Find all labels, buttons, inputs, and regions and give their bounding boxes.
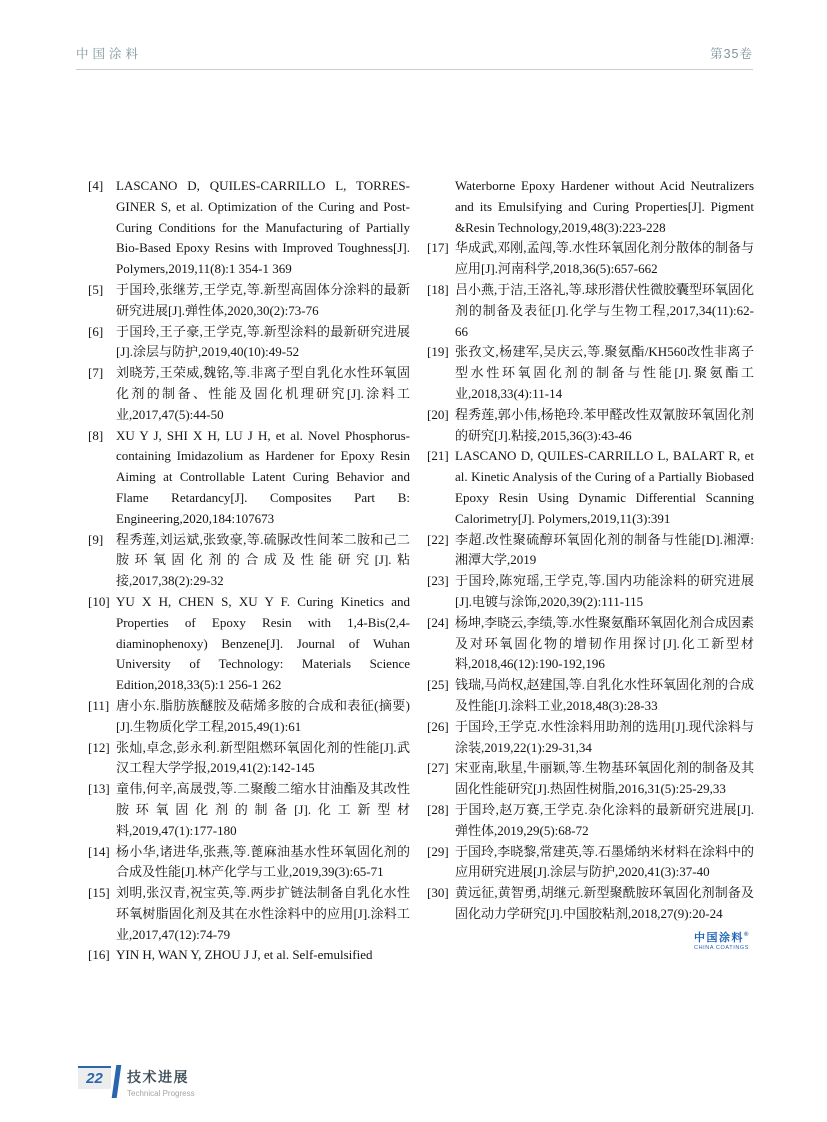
reference-item — [88, 696, 410, 738]
reference-item — [88, 176, 410, 280]
reference-text: 于国玲,赵万赛,王学克.杂化涂料的最新研究进展[J].弹性体,2019,29(5):68-72 — [455, 801, 754, 838]
reference-text: YIN H, WAN Y, ZHOU J J, et al. Self-emulsified — [116, 947, 373, 963]
reference-item — [427, 530, 754, 572]
reference-text: Waterborne Epoxy Hardener without Acid Neutralizers and its Emulsifying and Curing Properties[J]. Pigment &Resin Technology,2019,48(3):223-228 — [455, 178, 754, 235]
reference-number: [4] — [88, 178, 104, 193]
reference-text: 吕小燕,于洁,王洛礼,等.球形潜伏性微胶囊型环氧固化剂的制备及表征[J].化学与生物工程,2017,34(11):62-66 — [455, 281, 755, 339]
reference-number: [18] — [427, 281, 449, 297]
reference-number: [24] — [427, 614, 449, 630]
reference-number: [7] — [88, 365, 104, 381]
reference-number: [14] — [88, 843, 110, 859]
reference-item — [427, 280, 754, 342]
reference-text: 钱瑞,马尚权,赵建国,等.自乳化水性环氧固化剂的合成及性能[J].涂料工业,2018,48(3):28-33 — [455, 677, 755, 713]
reference-text: 程秀莲,郭小伟,杨艳玲.苯甲醛改性双氰胺环氧固化剂的研究[J].粘接,2015,36(3):43-46 — [455, 406, 754, 443]
reference-item — [427, 342, 754, 404]
journal-name: 中国涂料 — [76, 47, 143, 61]
references-section — [88, 176, 754, 966]
footer-section — [127, 1067, 195, 1098]
reference-item — [88, 363, 410, 425]
reference-item — [88, 426, 410, 530]
reference-item — [427, 446, 754, 529]
reference-number: [16] — [88, 947, 110, 963]
reference-text: 于国玲,张继芳,王学克,等.新型高固体分涂料的最新研究进展[J].弹性体,2020,30(2):73-76 — [116, 281, 410, 318]
reference-text: 程秀莲,刘运斌,张致豪,等.硫脲改性间苯二胺和己二胺环氧固化剂的合成及性能研究[J].粘接,2017,38(2):29-32 — [116, 531, 410, 589]
reference-item — [88, 842, 410, 884]
reference-item — [427, 800, 754, 842]
reference-item — [88, 530, 410, 592]
reference-number: [22] — [427, 531, 449, 547]
page-footer — [78, 1061, 195, 1098]
section-title: 技术进展 — [127, 1069, 189, 1085]
reference-item — [427, 883, 754, 925]
reference-item — [88, 779, 410, 841]
reference-item — [88, 883, 410, 945]
reference-text: 童伟,何辛,高晟弢,等.二聚酸二缩水甘油酯及其改性胺环氧固化剂的制备[J].化工新型材料,2019,47(1):177-180 — [116, 781, 410, 838]
volume-label: 第35卷 — [710, 47, 753, 61]
reference-text: 黄远征,黄智勇,胡继元.新型聚酰胺环氧固化剂制备及固化动力学研究[J].中国胶粘剂,2018,27(9):20-24 — [455, 885, 754, 921]
page-number: 22 — [86, 1070, 103, 1087]
reference-text: 于国玲,王学克.水性涂料用助剂的选用[J].现代涂料与涂装,2019,22(1):29-31,34 — [455, 718, 754, 755]
reference-text: 刘明,张汉青,祝宝英,等.两步扩链法制备自乳化水性环氧树脂固化剂及其在水性涂料中的应用[J].涂料工业,2017,47(12):74-79 — [116, 885, 410, 942]
reference-text: 刘晓芳,王荣威,魏铭,等.非离子型自乳化水性环氧固化剂的制备、性能及固化机理研究[J].涂料工业,2017,47(5):44-50 — [116, 365, 410, 422]
reference-number: [21] — [427, 448, 449, 464]
reference-number: [15] — [88, 885, 110, 901]
reference-text: YU X H, CHEN S, XU Y F. Curing Kinetics and Properties of Epoxy Resin with 1,4-Bis(2,4-diaminophenoxy) Benzene[J]. Journal of Wuhan University of Technology: Materials Science Edition,2018,33(5):1 256-1 262 — [116, 593, 410, 693]
reference-item — [88, 280, 410, 322]
reference-number: [6] — [88, 323, 104, 339]
reference-item — [427, 717, 754, 759]
reference-number: [8] — [88, 427, 104, 443]
reference-item — [88, 945, 410, 966]
references-column-left — [88, 176, 410, 966]
reference-number: [10] — [88, 593, 110, 609]
reference-text: 杨小华,诸进华,张燕,等.蓖麻油基水性环氧固化剂的合成及性能[J].林产化学与工业,2019,39(3):65-71 — [116, 843, 410, 880]
reference-number: [29] — [427, 843, 449, 859]
reference-text: 张孜文,杨建军,吴庆云,等.聚氨酯/KH560改性非离子型水性环氧固化剂的制备与性能[J].聚氨酯工业,2018,33(4):11-14 — [455, 344, 754, 401]
reference-text: 唐小东.脂肪族醚胺及萜烯多胺的合成和表征(摘要)[J].生物质化学工程,2015,49(1):61 — [116, 697, 410, 734]
reference-number: [25] — [427, 677, 449, 693]
reference-text: 于国玲,王子豪,王学克,等.新型涂料的最新研究进展[J].涂层与防护,2019,40(10):49-52 — [116, 323, 410, 360]
reference-number: [17] — [427, 240, 449, 256]
reference-number: [23] — [427, 573, 449, 589]
reference-number: [11] — [88, 697, 110, 713]
reference-number: [28] — [427, 801, 449, 817]
section-subtitle: Technical Progress — [127, 1089, 195, 1098]
references-column-right — [427, 176, 754, 966]
footer-accent-bar — [112, 1065, 122, 1098]
reference-number: [12] — [88, 739, 110, 755]
reference-text: 张灿,卓念,彭永利.新型阻燃环氧固化剂的性能[J].武汉工程大学学报,2019,41(2):142-145 — [116, 739, 410, 776]
reference-item — [427, 758, 754, 800]
reference-item — [427, 613, 754, 675]
reference-text: 李超.改性聚硫醇环氧固化剂的制备与性能[D].湘潭:湘潭大学,2019 — [455, 531, 754, 568]
reference-text: 宋亚南,耿星,牛丽颖,等.生物基环氧固化剂的制备及其固化性能研究[J].热固性树脂,2016,31(5):25-29,33 — [455, 760, 755, 797]
reference-number: [5] — [88, 281, 104, 297]
reference-item — [427, 842, 754, 884]
reference-number: [20] — [427, 406, 449, 422]
reference-item — [427, 176, 754, 238]
page-number-badge — [78, 1066, 111, 1089]
reference-text: 于国玲,李晓黎,常建英,等.石墨烯纳米材料在涂料中的应用研究进展[J].涂层与防护,2020,41(3):37-40 — [455, 843, 755, 880]
reference-item — [427, 675, 754, 717]
reference-text: 华成武,邓刚,孟闯,等.水性环氧固化剂分散体的制备与应用[J].河南科学,2018,36(5):657-662 — [455, 240, 755, 277]
reference-item — [427, 571, 754, 613]
reference-item — [88, 738, 410, 780]
reference-item — [88, 592, 410, 696]
reference-text: 于国玲,陈宛瑶,王学克,等.国内功能涂料的研究进展[J].电镀与涂饰,2020,39(2):111-115 — [455, 573, 754, 609]
reference-text: LASCANO D, QUILES-CARRILLO L, TORRES-GINER S, et al. Optimization of the Curing and Post-Curing Conditions for the Manufacturing of Partially Bio-Based Epoxy Resins with Improved Toughness[J]. Polymers,2019,11(8):1 354-1 369 — [116, 178, 410, 277]
reference-number: [30] — [427, 885, 449, 901]
reference-item — [427, 405, 754, 447]
registered-mark: ® — [744, 932, 750, 938]
page-header — [76, 44, 753, 70]
reference-text: XU Y J, SHI X H, LU J H, et al. Novel Phosphorus-containing Imidazolium as Hardener for Epoxy Resin Aiming at Controllable Latent Curing Behavior and Flame Retardancy[J]. Composites Part B: Engineering,2020,184:107673 — [116, 427, 410, 526]
reference-text: 杨坤,李晓云,李绩,等.水性聚氨酯环氧固化剂合成因素及对环氧固化物的增韧作用探讨[J].化工新型材料,2018,46(12):190-192,196 — [455, 614, 755, 672]
publisher-logo-subtitle: CHINA COATINGS — [694, 945, 750, 952]
reference-number: [27] — [427, 760, 449, 776]
publisher-logo — [694, 932, 750, 951]
reference-number: [26] — [427, 718, 449, 734]
publisher-logo-title: 中国涂料® — [694, 932, 750, 944]
reference-text: LASCANO D, QUILES-CARRILLO L, BALART R, et al. Kinetic Analysis of the Curing of a Partially Biobased Epoxy Resin Using Dynamic Differential Scanning Calorimetry[J]. Polymers,2019,11(3):391 — [455, 448, 754, 526]
reference-number: [13] — [88, 781, 110, 797]
reference-item — [88, 322, 410, 364]
reference-number: [19] — [427, 344, 449, 360]
reference-item — [427, 238, 754, 280]
reference-number: [9] — [88, 531, 104, 547]
